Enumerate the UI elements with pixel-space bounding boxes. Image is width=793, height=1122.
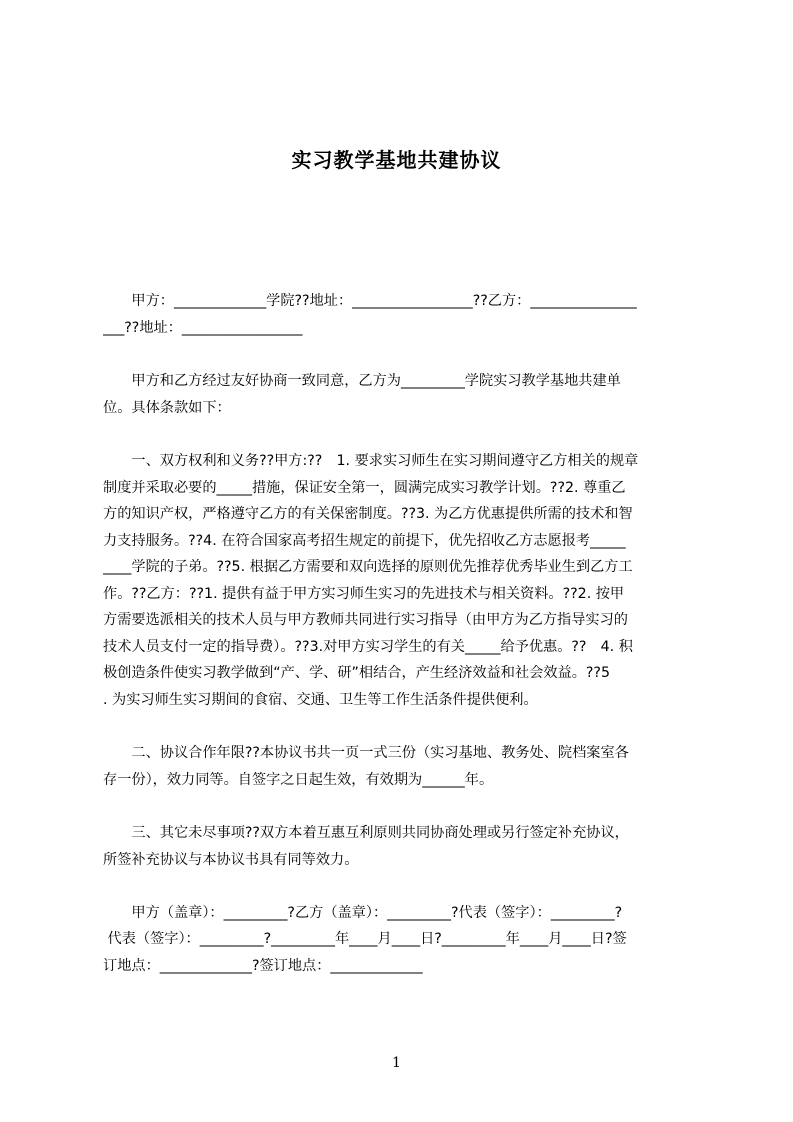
intro-line: 甲方和乙方经过友好协商一致同意，乙方为_________学院实习教学基地共建单	[103, 373, 621, 389]
clause-1-line: 制度并采取必要的_____措施，保证安全第一，圆满完成实习教学计划。??2. 尊重乙	[103, 480, 626, 496]
clause-1-line: 极创造条件使实习教学做到“产、学、研”相结合，产生经济效益和社会效益。??5	[103, 665, 610, 681]
clause-1-line: 作。??乙方：??1. 提供有益于甲方实习师生实习的先进技术与相关资料。??2. 按甲	[103, 586, 625, 602]
clause-1-line: 技术人员支付一定的指导费）。??3.对甲方实习学生的有关_____给予优惠。?? 4. 积	[103, 639, 633, 655]
clause-3-line: 所签补充协议与本协议书具有同等效力。	[103, 852, 359, 868]
document-title: 实习教学基地共建协议	[291, 148, 502, 172]
page-number: 1	[392, 1055, 401, 1071]
signature-line: 代表（签字）：_________?_________年____月____日?_________年____月____日?签	[103, 931, 627, 947]
clause-1-line: 方需要选派相关的技术人员与甲方教师共同进行实习指导（由甲方为乙方指导实习的	[103, 612, 628, 628]
signature-line: 订地点：_____________?签订地点：_____________	[103, 958, 423, 974]
intro-line: 位。具体条款如下：	[103, 400, 231, 416]
clause-1-line: 力支持服务。??4. 在符合国家高考招生规定的前提下，优先招收乙方志愿报考_____	[103, 533, 626, 549]
parties-line: ___??地址：_________________	[103, 320, 303, 336]
clause-3-line: 三、其它未尽事项??双方本着互惠互利原则共同协商处理或另行签定补充协议，	[103, 825, 629, 841]
clause-1-line: 一、双方权利和义务??甲方:?? 1. 要求实习师生在实习期间遵守乙方相关的规章	[103, 453, 639, 469]
clause-2-line: 存一份），效力同等。自签字之日起生效，有效期为______年。	[103, 772, 494, 788]
clause-1-line: ____学院的子弟。??5. 根据乙方需要和双向选择的原则优先推荐优秀毕业生到乙方工	[103, 559, 633, 575]
clause-1-line: . 为实习师生实习期间的食宿、交通、卫生等工作生活条件提供便利。	[103, 692, 538, 708]
clause-2-line: 二、协议合作年限??本协议书共一页一式三份（实习基地、教务处、院档案室各	[103, 745, 629, 761]
signature-line: 甲方（盖章）：_________?乙方（盖章）：_________?代表（签字）：_________?	[103, 905, 623, 921]
parties-line: 甲方：_____________学院??地址：_________________??乙方：_______________	[103, 293, 637, 309]
clause-1-line: 方的知识产权，严格遵守乙方的有关保密制度。??3. 为乙方优惠提供所需的技术和智	[103, 506, 633, 522]
